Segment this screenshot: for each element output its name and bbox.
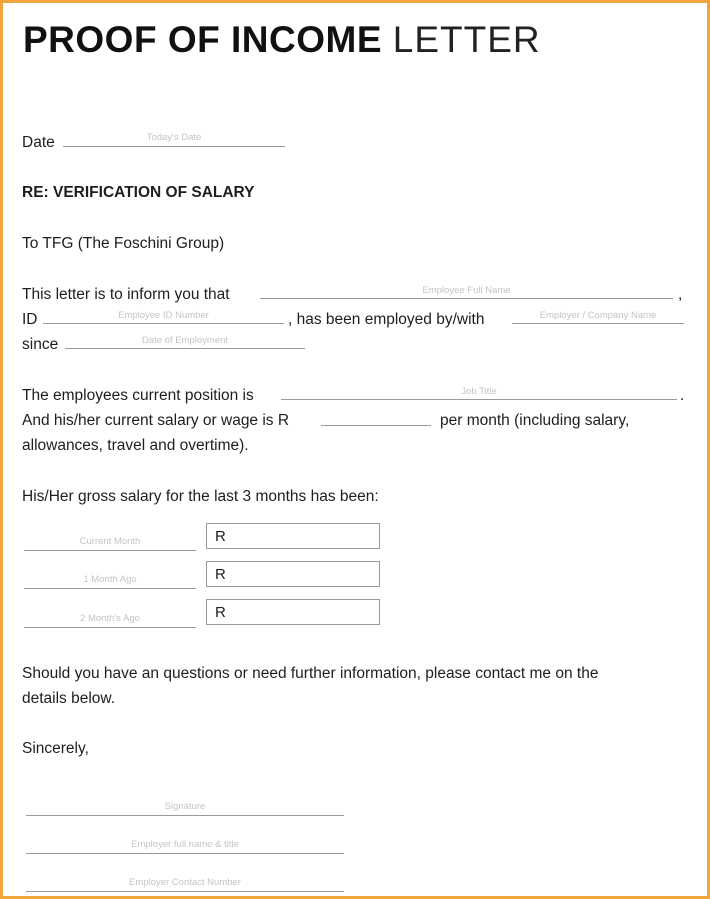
para1-comma: , (678, 286, 683, 303)
position-period: . (680, 387, 685, 404)
employer-name-title-field[interactable] (26, 853, 344, 854)
month-label-line-2 (24, 627, 196, 628)
salary-box-1-ago[interactable]: R (206, 561, 380, 587)
salary-box-current[interactable]: R (206, 523, 380, 549)
job-title-placeholder: Job Title (461, 386, 497, 397)
month-label-line-1 (24, 588, 196, 589)
since-label: since (22, 336, 59, 353)
gross-heading: His/Her gross salary for the last 3 months has been: (22, 488, 379, 505)
closing-line2: details below. (22, 690, 116, 707)
date-label: Date (22, 134, 55, 151)
id-number-placeholder: Employee ID Number (118, 310, 209, 321)
signature-field[interactable] (26, 815, 344, 816)
recipient-line: To TFG (The Foschini Group) (22, 235, 225, 252)
employer-name-field[interactable] (512, 323, 684, 324)
employed-text: , has been employed by/with (288, 311, 485, 328)
id-number-field[interactable] (43, 323, 284, 324)
para2-line3: allowances, travel and overtime). (22, 437, 249, 454)
position-text: The employees current position is (22, 387, 254, 404)
employment-date-field[interactable] (65, 348, 305, 349)
signature-placeholder: Signature (164, 801, 206, 812)
employer-name-title-placeholder: Employer full name & title (131, 839, 239, 850)
date-placeholder: Today's Date (146, 132, 202, 143)
closing-line1: Should you have an questions or need further information, please contact me on the (22, 665, 599, 682)
para1-line1: This letter is to inform you that (22, 286, 230, 303)
salary-field[interactable] (321, 425, 431, 426)
month-label-1-ago: 1 Month Ago (83, 574, 137, 585)
job-title-field[interactable] (281, 399, 677, 400)
month-label-2-ago: 2 Month's Ago (80, 613, 140, 624)
id-label: ID (22, 311, 38, 328)
subject-line: RE: VERIFICATION OF SALARY (22, 184, 255, 201)
title-light: LETTER (392, 19, 541, 60)
per-month-text: per month (including salary, (440, 412, 630, 429)
salary-box-2-ago[interactable]: R (206, 599, 380, 625)
salary-text: And his/her current salary or wage is R (22, 412, 290, 429)
month-label-line-current (24, 550, 196, 551)
employer-name-placeholder: Employer / Company Name (539, 310, 657, 321)
date-field[interactable] (63, 146, 285, 147)
employer-contact-placeholder: Employer Contact Number (129, 877, 241, 888)
month-label-current: Current Month (79, 536, 141, 547)
title-bold: PROOF OF INCOME (23, 19, 382, 60)
employer-contact-field[interactable] (26, 891, 344, 892)
employee-name-placeholder: Employee Full Name (422, 285, 511, 296)
employment-date-placeholder: Date of Employment (141, 335, 229, 346)
employee-name-field[interactable] (260, 298, 673, 299)
sincerely: Sincerely, (22, 740, 89, 757)
page-title (23, 19, 541, 61)
